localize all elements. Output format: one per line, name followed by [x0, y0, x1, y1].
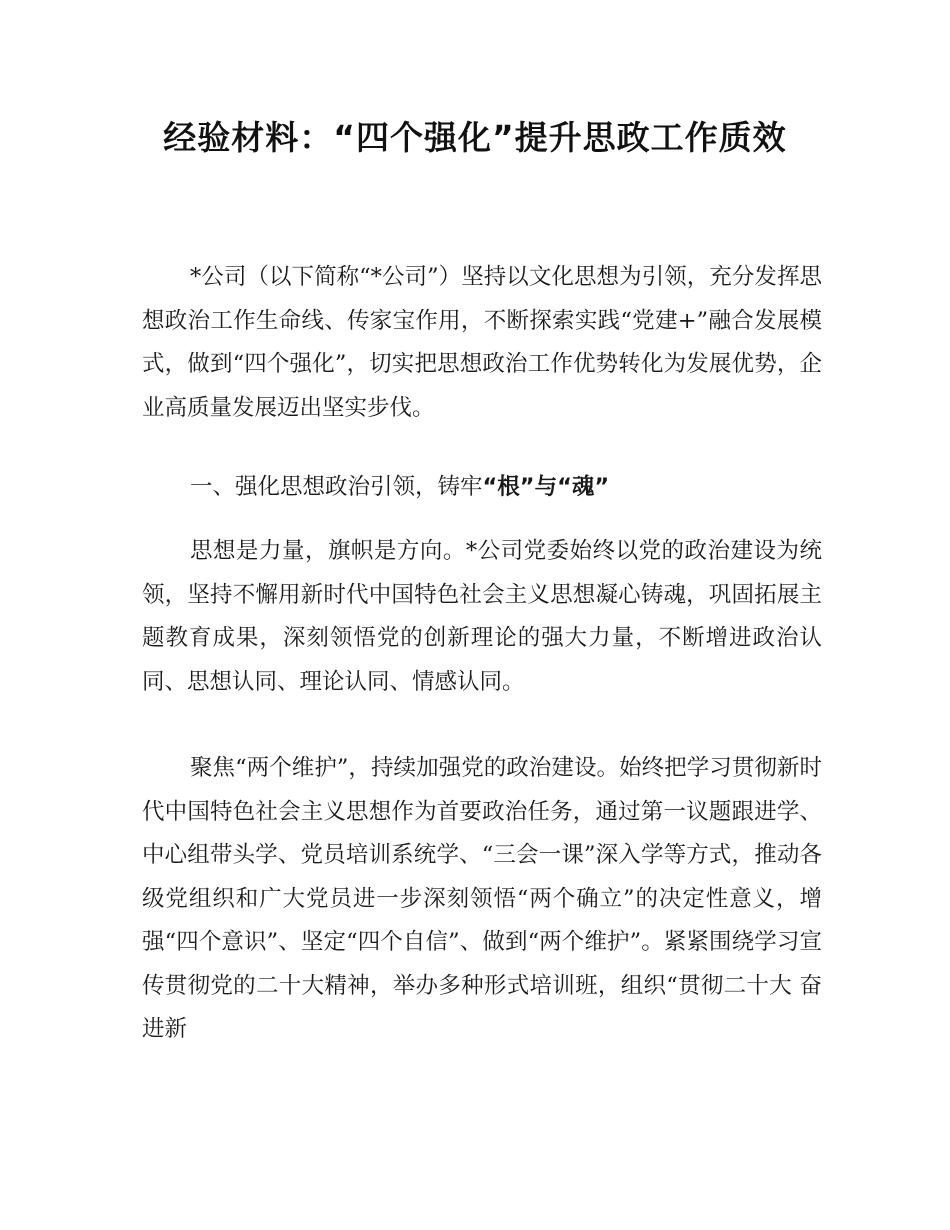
section-heading — [142, 466, 822, 510]
intro-paragraph: *公司（以下简称“*公司”）坚持以文化思想为引领，充分发挥思想政治工作生命线、传家宝作用，不断探索实践“党建+”融合发展模式，做到“四个强化”，切实把思想政治工作优势转化为发展优势，企业高质量发展迈出坚实步伐。 — [142, 264, 822, 421]
body-paragraph-2: 聚焦“两个维护”，持续加强党的政治建设。始终把学习贯彻新时代中国特色社会主义思想作为首要政治任务，通过第一议题跟进学、中心组带头学、党员培训系统学、“三会一课”深入学等方式，推动各级党组织和广大党员进一步深刻领悟“两个确立”的决定性意义，增强“四个意识”、坚定“四个自信”、做到“两个维护”。紧紧围绕学习宣传贯彻党的二十大精神，举办多种形式培训班，组织“贯彻二十大 奋进新 — [142, 755, 822, 1042]
section-heading-emphasis: “根”与“魂” — [482, 474, 610, 500]
section-heading-text: 一、强化思想政治引领，铸牢 — [190, 474, 483, 500]
document-title: 经验材料：“四个强化”提升思政工作质效 — [163, 118, 787, 157]
body-paragraph-1: 思想是力量，旗帜是方向。*公司党委始终以党的政治建设为统领，坚持不懈用新时代中国特色社会主义思想凝心铸魂，巩固拓展主题教育成果，深刻领悟党的创新理论的强大力量，不断增进政治认同、思想认同、理论认同、情感认同。 — [142, 538, 822, 695]
